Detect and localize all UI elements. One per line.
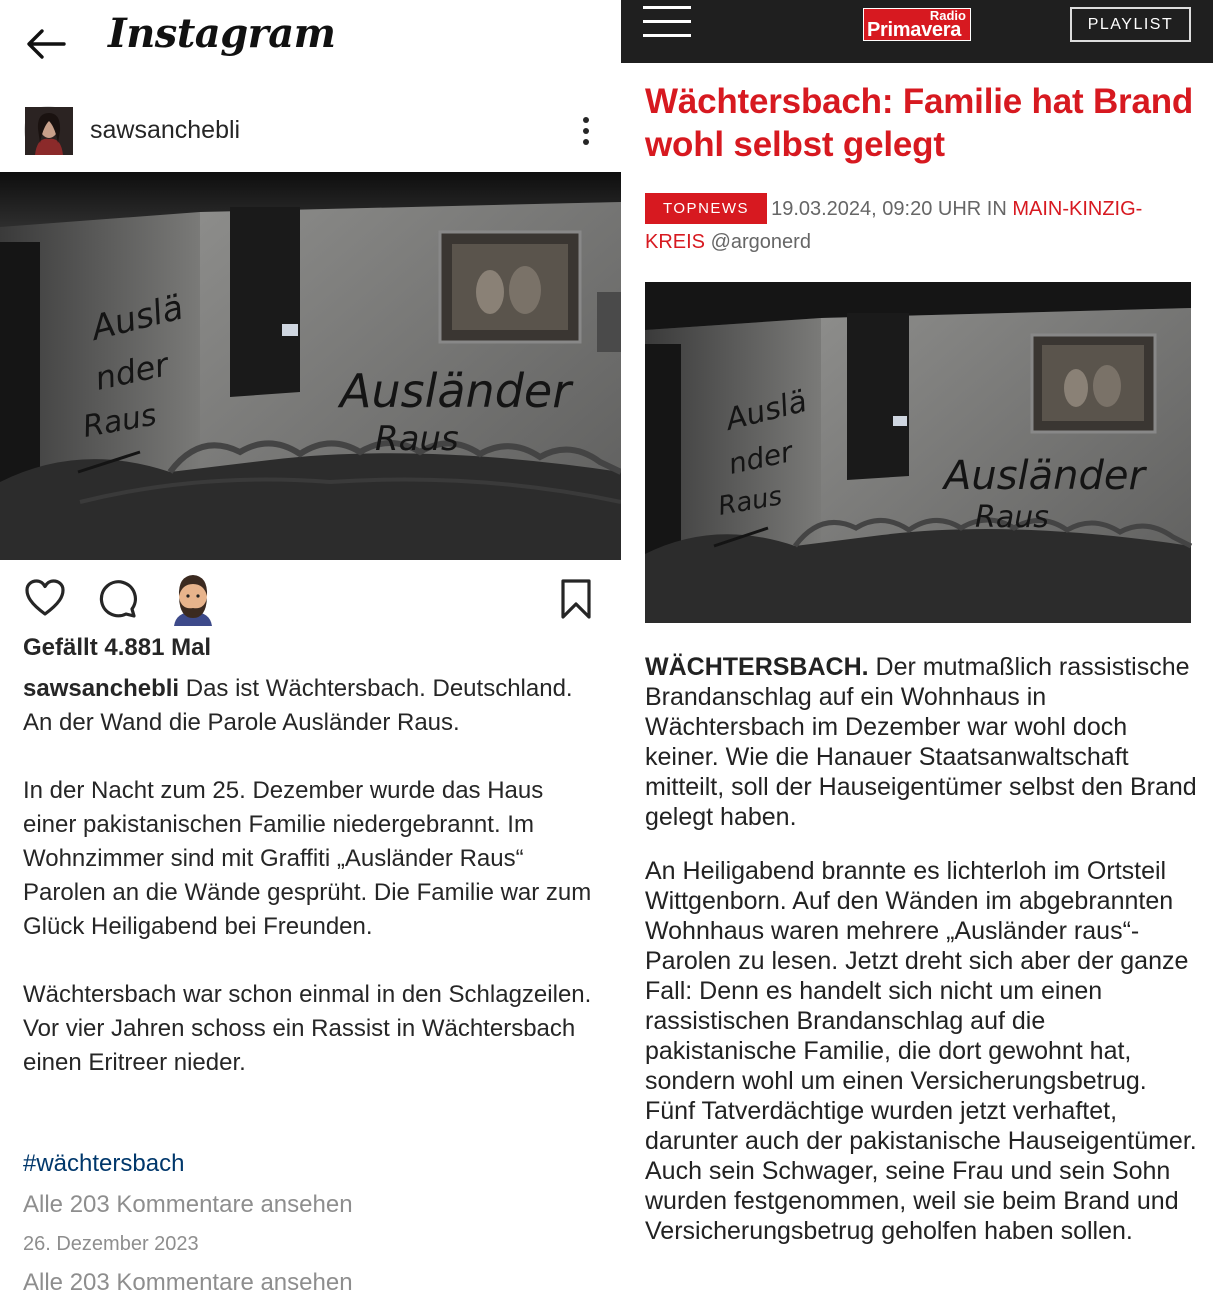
article-graffiti-left-line-3: Raus <box>716 481 785 522</box>
share-user-avatar-icon[interactable] <box>168 570 218 626</box>
article-date: 19.03.2024, 09:20 UHR IN <box>771 198 1013 220</box>
post-image[interactable] <box>0 172 621 560</box>
site-navbar <box>621 0 1213 63</box>
article-author: @argonerd <box>705 231 811 253</box>
heart-icon[interactable] <box>24 578 66 618</box>
back-arrow-icon[interactable] <box>24 26 66 62</box>
bookmark-icon[interactable] <box>558 578 594 620</box>
view-comments-link[interactable]: Alle 203 Kommentare ansehen <box>23 1191 353 1218</box>
instagram-logo: Instagram <box>108 10 336 57</box>
graffiti-left-line-2: nder <box>91 345 172 398</box>
article-paragraph-1-text: Der mutmaßlich rassistische Brandanschlag auf ein Wohnhaus in Wächtersbach im Dezember war wohl doch keiner. Wie die Hanauer Staatsanwaltschaft mitteilt, soll der Hauseigentümer selbst den Brand gelegt haben. <box>645 653 1197 831</box>
article-title: Wächtersbach: Familie hat Brand wohl selbst gelegt <box>645 82 1194 164</box>
category-link[interactable]: MAIN-KINZIG-KREIS <box>645 198 1143 253</box>
graffiti-left-line-3: Raus <box>80 397 160 445</box>
caption-paragraph-2: In der Nacht zum 25. Dezember wurde das Haus einer pakistanischen Familie niedergebrannt. Im Wohnzimmer sind mit Graffiti „Ausländer Raus“ Parolen an die Wände gesprüht. Die Familie war zum Glück Heiligabend bei Freunden. <box>23 777 592 940</box>
article-paragraph-2: An Heiligabend brannte es lichterloh im Ortsteil Wittgenborn. Auf den Wänden im abgebrannten Wohnhaus waren mehrere „Ausländer raus“-Parolen zu lesen. Jetzt dreht sich aber der ganze Fall: Denn es handelt sich nicht um einen rassistischen Brandanschlag auf die pakistanische Familie, die dort gewohnt hat, sondern wohl um einen Versicherungsbetrug. Fünf Tatverdächtige wurden jetzt verhaftet, darunter auch der pakistanische Hauseigentümer. Auch sein Schwager, seine Frau und sein Sohn wurden festgenommen, weil sie beim Brand und Versicherungsbetrug geholfen haben sollen. <box>645 857 1197 1245</box>
cutoff-comments-link[interactable]: Alle 203 Kommentare ansehen <box>23 1269 353 1296</box>
more-options-icon[interactable] <box>574 114 598 148</box>
avatar[interactable] <box>24 106 72 154</box>
graffiti-right-line-1: Ausländer <box>340 364 572 418</box>
hamburger-menu-icon[interactable] <box>643 6 691 40</box>
article-meta <box>645 193 1200 259</box>
radio-primavera-logo[interactable] <box>863 8 971 41</box>
article-dateline: WÄCHTERSBACH. <box>645 653 869 681</box>
caption-username[interactable]: sawsanchebli <box>23 675 180 702</box>
hashtag-link[interactable]: #wächtersbach <box>23 1150 185 1177</box>
caption-text-1: Das ist Wächtersbach. Deutschland. An der Wand die Parole Ausländer Raus. <box>23 675 573 736</box>
article-graffiti-left-line-2: nder <box>725 435 796 481</box>
post-date: 26. Dezember 2023 <box>23 1233 199 1255</box>
caption-paragraph-1 <box>23 672 603 740</box>
comment-icon[interactable] <box>96 578 138 618</box>
graffiti-right-line-2: Raus <box>375 419 459 459</box>
graffiti-left-line-1: Auslä <box>87 287 188 349</box>
radio-primavera-article <box>621 0 1213 1280</box>
article-image[interactable] <box>645 282 1191 623</box>
topnews-badge[interactable]: TOPNEWS <box>645 193 767 224</box>
likes-count[interactable]: Gefällt 4.881 Mal <box>23 634 212 661</box>
playlist-button[interactable]: PLAYLIST <box>1070 7 1191 42</box>
post-header <box>0 96 621 166</box>
post-username[interactable]: sawsanchebli <box>90 116 241 144</box>
instagram-top-bar <box>0 0 621 88</box>
article-graffiti-right-line-1: Ausländer <box>944 453 1145 499</box>
caption-paragraph-3: Wächtersbach war schon einmal in den Schlagzeilen. Vor vier Jahren schoss ein Rassist in Wächtersbach einen Eritreer nieder. <box>23 981 592 1076</box>
post-caption <box>23 672 603 1080</box>
logo-primavera-text: Primavera <box>867 19 962 41</box>
post-actions <box>0 570 621 630</box>
article-body <box>645 652 1201 1270</box>
article-graffiti-right-line-2: Raus <box>975 500 1049 535</box>
article-graffiti-left-line-1: Auslä <box>722 383 811 438</box>
article-paragraph-1 <box>645 652 1201 832</box>
logo-radio-text: Radio <box>929 8 966 23</box>
